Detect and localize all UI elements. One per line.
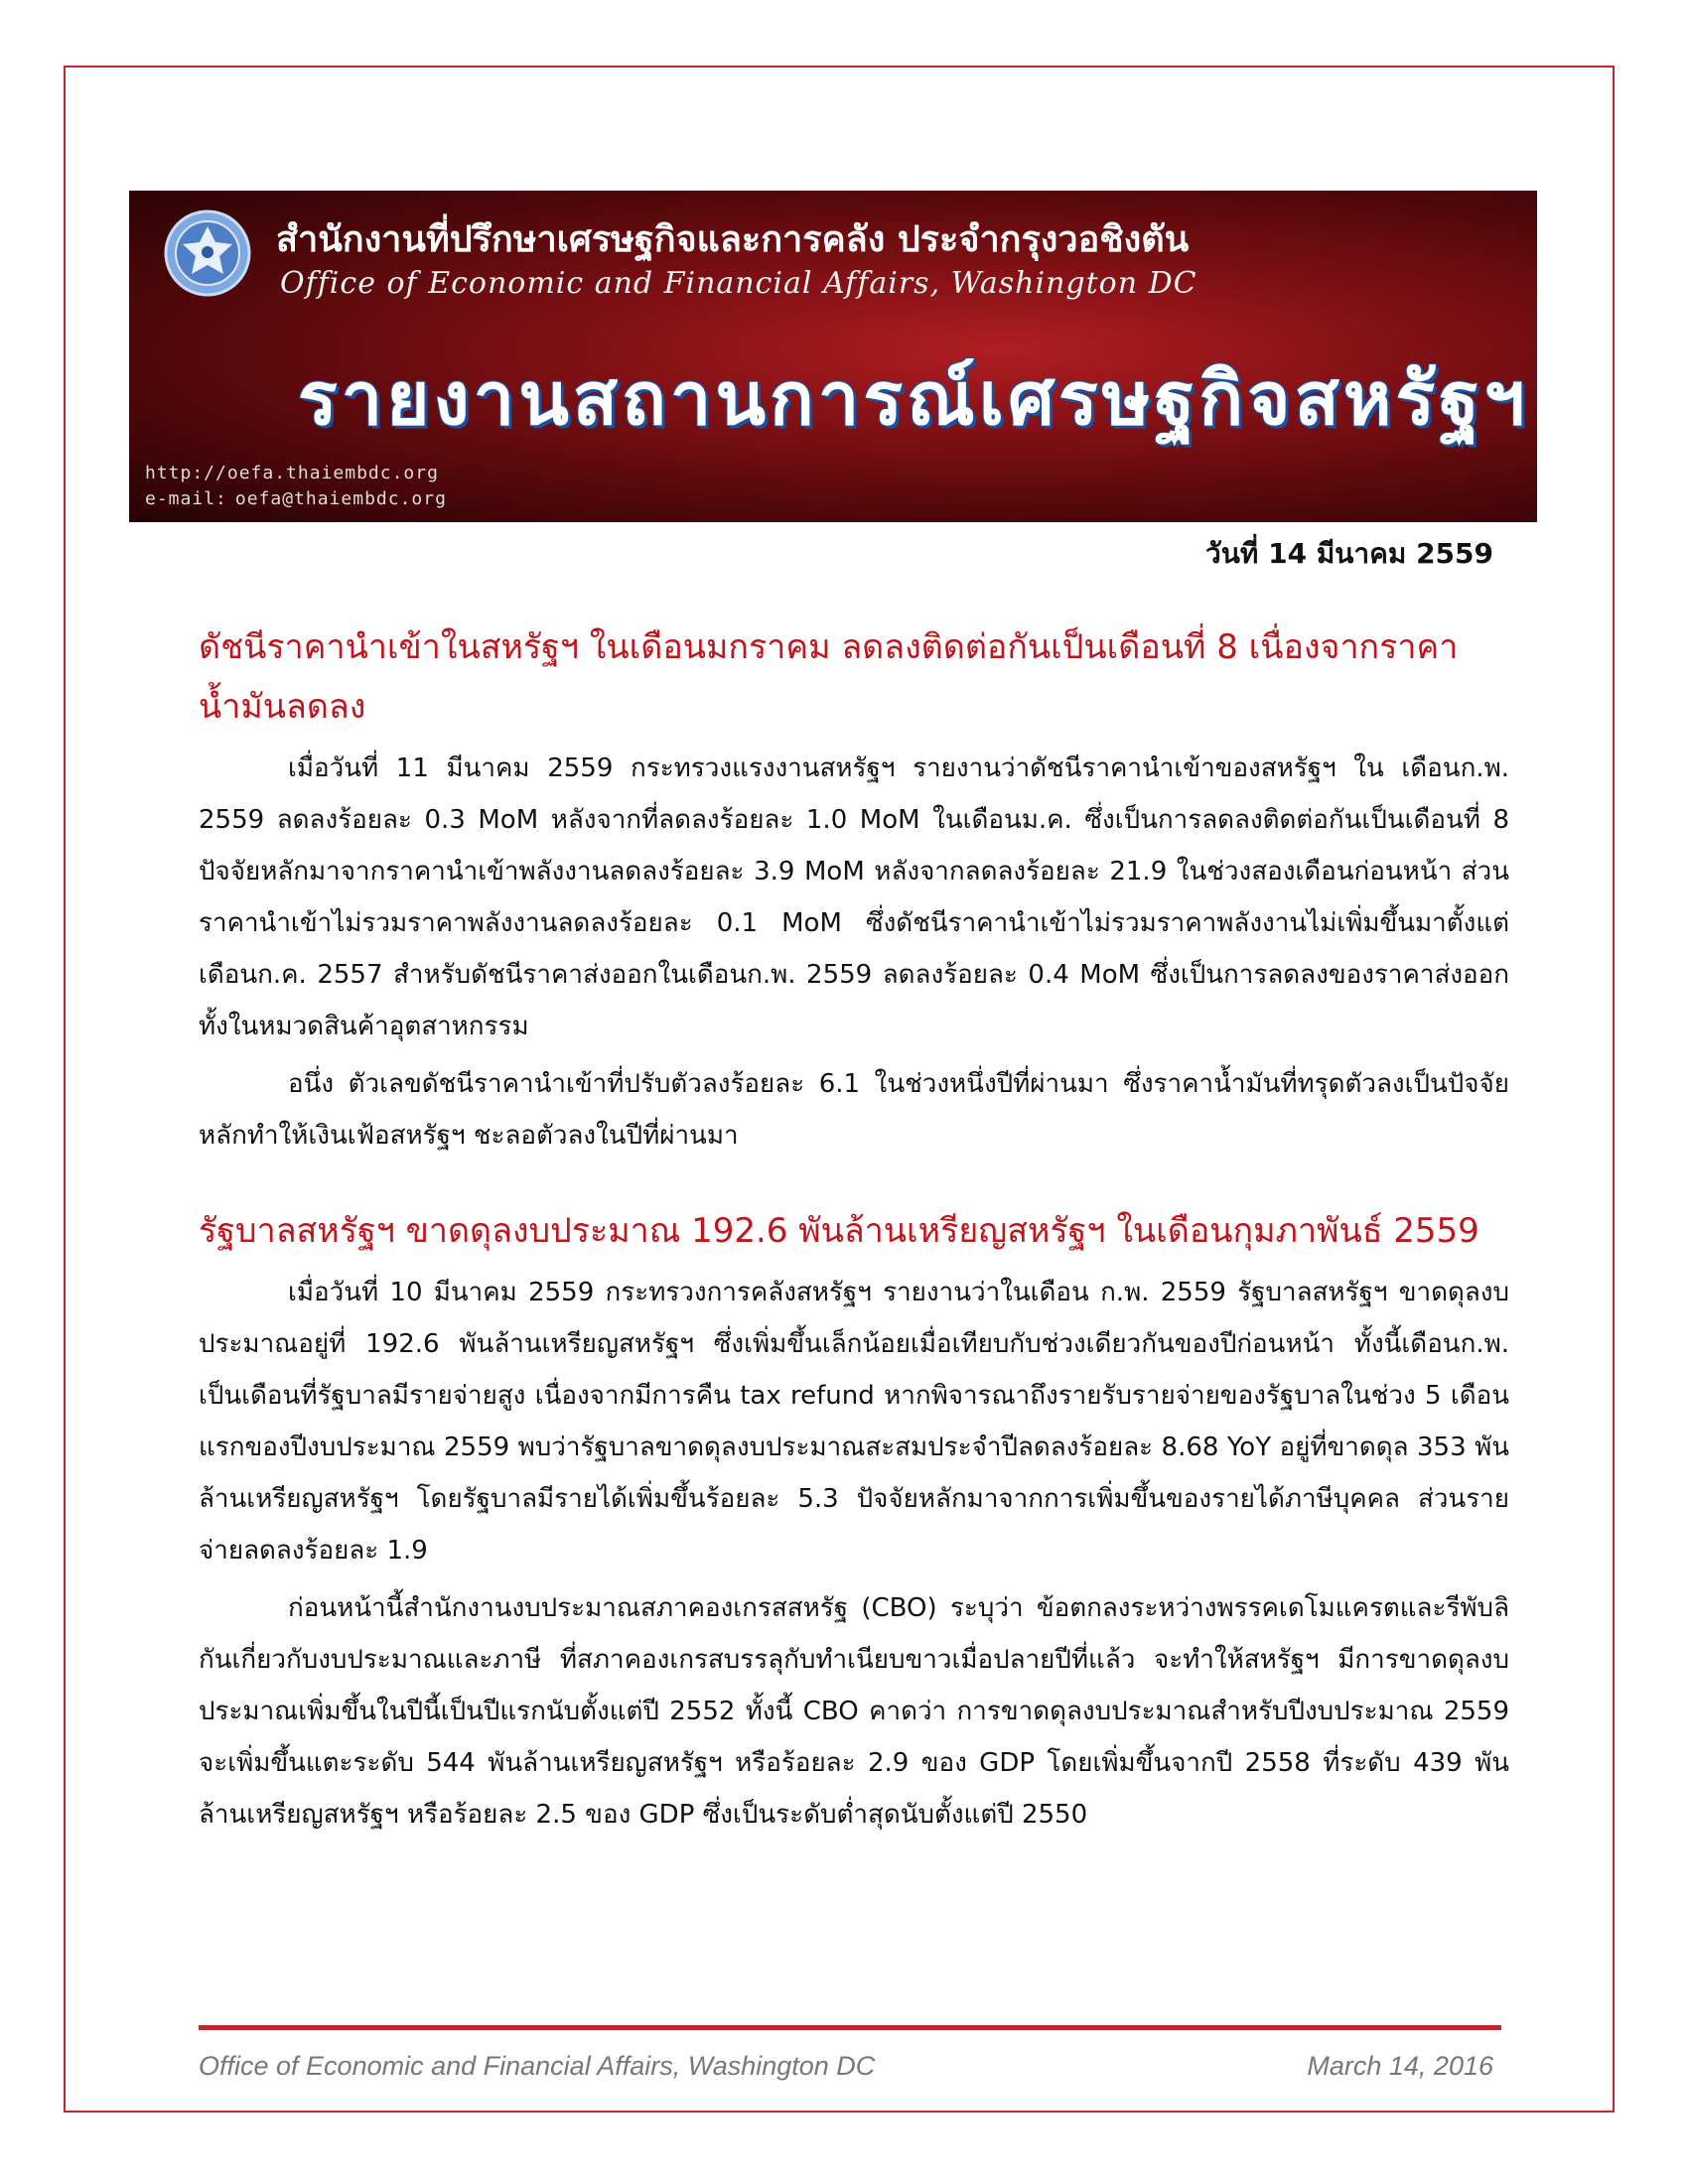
email-label: e-mail:: [145, 488, 227, 509]
section-import-prices: [199, 617, 1509, 1161]
contact-email: [145, 488, 447, 509]
footer-organization: Office of Economic and Financial Affairs, Washington DC: [199, 2051, 876, 2081]
report-date: วันที่ 14 มีนาคม 2559: [1205, 537, 1493, 570]
section-budget-deficit: [199, 1201, 1509, 1841]
section-heading: ดัชนีราคานำเข้าในสหรัฐฯ ในเดือนมกราคม ลดลงติดต่อกันเป็นเดือนที่ 8 เนื่องจากราคาน้ำมันลดลง: [199, 627, 1459, 727]
organization-name-english: Office of Economic and Financial Affairs, Washington DC: [280, 266, 1197, 301]
garuda-emblem-icon: [163, 208, 252, 298]
paragraph: เมื่อวันที่ 11 มีนาคม 2559 กระทรวงแรงงานสหรัฐฯ รายงานว่าดัชนีราคานำเข้าของสหรัฐฯ ใน เดือนก.พ. 2559 ลดลงร้อยละ 0.3 MoM หลังจากที่ลดลงร้อยละ 1.0 MoM ในเดือนม.ค. ซึ่งเป็นการลดลงติดต่อกันเป็นเดือนที่ 8 ปัจจัยหลักมาจากราคานำเข้าพลังงานลดลงร้อยละ 3.9 MoM หลังจากลดลงร้อยละ 21.9 ในช่วงสองเดือนก่อนหน้า ส่วนราคานำเข้าไม่รวมราคาพลังงานลดลงร้อยละ 0.1 MoM ซึ่งดัชนีราคานำเข้าไม่รวมราคาพลังงานไม่เพิ่มขึ้นมาตั้งแต่เดือนก.ค. 2557 สำหรับดัชนีราคาส่งออกในเดือนก.พ. 2559 ลดลงร้อยละ 0.4 MoM ซึ่งเป็นการลดลงของราคาส่งออกทั้งในหมวดสินค้าอุตสาหกรรม: [199, 753, 1509, 1041]
section-heading: รัฐบาลสหรัฐฯ ขาดดุลงบประมาณ 192.6 พันล้านเหรียญสหรัฐฯ ในเดือนกุมภาพันธ์ 2559: [199, 1211, 1479, 1251]
email-link[interactable]: oefa@thaiembdc.org: [234, 488, 447, 509]
paragraph: ก่อนหน้านี้สำนักงานงบประมาณสภาคองเกรสสหรัฐ (CBO) ระบุว่า ข้อตกลงระหว่างพรรคเดโมแครตและรีพับลิกันเกี่ยวกับงบประมาณและภาษี ที่สภาคองเกรสบรรลุกับทำเนียบขาวเมื่อปลายปีที่แล้ว จะทำให้สหรัฐฯ มีการขาดดุลงบประมาณเพิ่มขึ้นในปีนี้เป็นปีแรกนับตั้งแต่ปี 2552 ทั้งนี้ CBO คาดว่า การขาดดุลงบประมาณสำหรับปีงบประมาณ 2559 จะเพิ่มขึ้นแตะระดับ 544 พันล้านเหรียญสหรัฐฯ หรือร้อยละ 2.9 ของ GDP โดยเพิ่มขึ้นจากปี 2558 ที่ระดับ 439 พันล้านเหรียญสหรัฐฯ หรือร้อยละ 2.5 ของ GDP ซึ่งเป็นระดับต่ำสุดนับตั้งแต่ปี 2550: [199, 1593, 1509, 1830]
report-body: [199, 617, 1509, 1841]
website-link[interactable]: http://oefa.thaiembdc.org: [145, 463, 439, 483]
organization-name-thai: สำนักงานที่ปรึกษาเศรษฐกิจและการคลัง ประจำกรุงวอชิงตัน: [276, 218, 1190, 260]
header-banner: [129, 191, 1537, 522]
paragraph: เมื่อวันที่ 10 มีนาคม 2559 กระทรวงการคลังสหรัฐฯ รายงานว่าในเดือน ก.พ. 2559 รัฐบาลสหรัฐฯ ขาดดุลงบประมาณอยู่ที่ 192.6 พันล้านเหรียญสหรัฐฯ ซึ่งเพิ่มขึ้นเล็กน้อยเมื่อเทียบกับช่วงเดียวกันของปีก่อนหน้า ทั้งนี้เดือนก.พ. เป็นเดือนที่รัฐบาลมีรายจ่ายสูง เนื่องจากมีการคืน tax refund หากพิจารณาถึงรายรับรายจ่ายของรัฐบาลในช่วง 5 เดือนแรกของปีงบประมาณ 2559 พบว่ารัฐบาลขาดดุลงบประมาณสะสมประจำปีลดลงร้อยละ 8.68 YoY อยู่ที่ขาดดุล 353 พันล้านเหรียญสหรัฐฯ โดยรัฐบาลมีรายได้เพิ่มขึ้นร้อยละ 5.3 ปัจจัยหลักมาจากการเพิ่มขึ้นของรายได้ภาษีบุคคล ส่วนรายจ่ายลดลงร้อยละ 1.9: [199, 1278, 1509, 1566]
report-title: รายงานสถานการณ์เศรษฐกิจสหรัฐฯ: [298, 356, 1529, 442]
footer-divider: [199, 2025, 1501, 2030]
paragraph: อนึ่ง ตัวเลขดัชนีราคานำเข้าที่ปรับตัวลงร้อยละ 6.1 ในช่วงหนึ่งปีที่ผ่านมา ซึ่งราคาน้ำมันที่ทรุดตัวลงเป็นปัจจัยหลักทำให้เงินเฟ้อสหรัฐฯ ชะลอตัวลงในปีที่ผ่านมา: [199, 1069, 1509, 1151]
footer-date: March 14, 2016: [1307, 2051, 1493, 2081]
